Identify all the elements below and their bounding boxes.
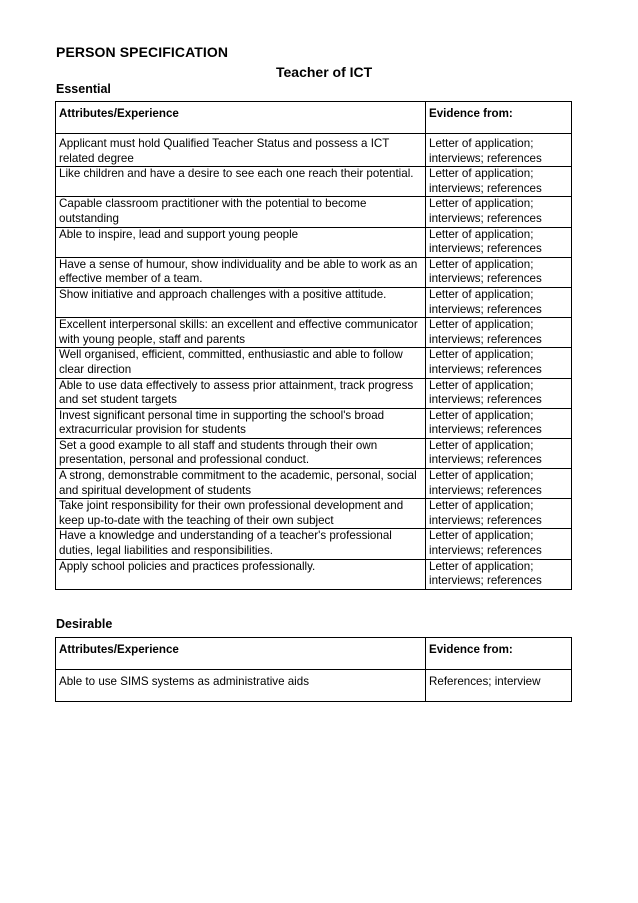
attribute-cell: A strong, demonstrable commitment to the academic, personal, social and spiritual development of students bbox=[56, 469, 426, 499]
table-header-row bbox=[56, 102, 572, 134]
attribute-cell: Capable classroom practitioner with the potential to become outstanding bbox=[56, 197, 426, 227]
column-header-attributes: Attributes/Experience bbox=[56, 102, 426, 134]
attribute-cell: Show initiative and approach challenges with a positive attitude. bbox=[56, 287, 426, 317]
evidence-cell: Letter of application; interviews; references bbox=[426, 408, 572, 438]
table-row bbox=[56, 670, 572, 702]
evidence-cell: Letter of application; interviews; references bbox=[426, 529, 572, 559]
table-row bbox=[56, 529, 572, 559]
table-row bbox=[56, 227, 572, 257]
attribute-cell: Like children and have a desire to see each one reach their potential. bbox=[56, 167, 426, 197]
evidence-cell: Letter of application; interviews; references bbox=[426, 257, 572, 287]
evidence-cell: Letter of application; interviews; references bbox=[426, 197, 572, 227]
attribute-cell: Applicant must hold Qualified Teacher Status and possess a ICT related degree bbox=[56, 134, 426, 167]
section-label-desirable: Desirable bbox=[56, 617, 113, 631]
table-row bbox=[56, 469, 572, 499]
attribute-cell: Able to use SIMS systems as administrative aids bbox=[56, 670, 426, 702]
evidence-cell: Letter of application; interviews; references bbox=[426, 167, 572, 197]
attribute-cell: Take joint responsibility for their own professional development and keep up-to-date with the teaching of their own subject bbox=[56, 499, 426, 529]
attribute-cell: Have a knowledge and understanding of a teacher's professional duties, legal liabilities and responsibilities. bbox=[56, 529, 426, 559]
column-header-attributes: Attributes/Experience bbox=[56, 638, 426, 670]
evidence-cell: Letter of application; interviews; references bbox=[426, 134, 572, 167]
evidence-cell: Letter of application; interviews; references bbox=[426, 348, 572, 378]
table-row bbox=[56, 318, 572, 348]
column-header-evidence: Evidence from: bbox=[426, 638, 572, 670]
attribute-cell: Well organised, efficient, committed, enthusiastic and able to follow clear direction bbox=[56, 348, 426, 378]
document-title: PERSON SPECIFICATION bbox=[56, 44, 229, 60]
table-header-row bbox=[56, 638, 572, 670]
evidence-cell: Letter of application; interviews; references bbox=[426, 318, 572, 348]
table-row bbox=[56, 134, 572, 167]
attribute-cell: Excellent interpersonal skills: an excellent and effective communicator with young people, staff and parents bbox=[56, 318, 426, 348]
table-row bbox=[56, 167, 572, 197]
attribute-cell: Invest significant personal time in supporting the school's broad extracurricular provision for students bbox=[56, 408, 426, 438]
table-row bbox=[56, 197, 572, 227]
attribute-cell: Able to use data effectively to assess prior attainment, track progress and set student targets bbox=[56, 378, 426, 408]
evidence-cell: Letter of application; interviews; references bbox=[426, 559, 572, 589]
evidence-cell: Letter of application; interviews; references bbox=[426, 469, 572, 499]
evidence-cell: References; interview bbox=[426, 670, 572, 702]
table-row bbox=[56, 499, 572, 529]
table-row bbox=[56, 257, 572, 287]
column-header-evidence: Evidence from: bbox=[426, 102, 572, 134]
table-row bbox=[56, 438, 572, 468]
table-row bbox=[56, 559, 572, 589]
evidence-cell: Letter of application; interviews; references bbox=[426, 499, 572, 529]
evidence-cell: Letter of application; interviews; references bbox=[426, 227, 572, 257]
attribute-cell: Set a good example to all staff and students through their own presentation, personal and professional conduct. bbox=[56, 438, 426, 468]
table-row bbox=[56, 408, 572, 438]
table-row bbox=[56, 287, 572, 317]
table-row bbox=[56, 348, 572, 378]
section-label-essential: Essential bbox=[56, 82, 111, 96]
essential-table bbox=[55, 101, 572, 590]
attribute-cell: Have a sense of humour, show individuality and be able to work as an effective member of a team. bbox=[56, 257, 426, 287]
attribute-cell: Able to inspire, lead and support young people bbox=[56, 227, 426, 257]
desirable-table bbox=[55, 637, 572, 702]
table-row bbox=[56, 378, 572, 408]
evidence-cell: Letter of application; interviews; references bbox=[426, 378, 572, 408]
attribute-cell: Apply school policies and practices professionally. bbox=[56, 559, 426, 589]
evidence-cell: Letter of application; interviews; references bbox=[426, 287, 572, 317]
document-subtitle: Teacher of ICT bbox=[276, 64, 373, 80]
evidence-cell: Letter of application; interviews; references bbox=[426, 438, 572, 468]
